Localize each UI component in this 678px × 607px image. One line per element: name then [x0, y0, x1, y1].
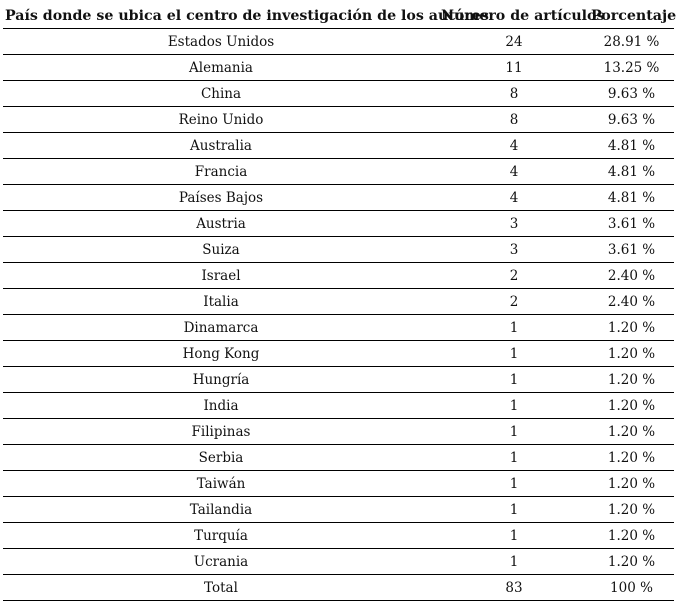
percentage-cell: 1.20 %: [589, 471, 674, 497]
articles-cell: 3: [439, 237, 589, 263]
total-percentage: 100 %: [589, 575, 674, 601]
percentage-cell: 1.20 %: [589, 393, 674, 419]
table-row: [3, 159, 674, 185]
table-row: [3, 471, 674, 497]
country-cell: Alemania: [3, 55, 439, 81]
country-cell: Estados Unidos: [3, 29, 439, 55]
percentage-cell: 2.40 %: [589, 289, 674, 315]
header-articles: Número de artículos: [439, 4, 589, 29]
articles-cell: 24: [439, 29, 589, 55]
table-row: [3, 393, 674, 419]
percentage-cell: 9.63 %: [589, 107, 674, 133]
country-cell: Francia: [3, 159, 439, 185]
total-row: [3, 575, 674, 601]
table-row: [3, 211, 674, 237]
articles-cell: 1: [439, 549, 589, 575]
articles-cell: 1: [439, 523, 589, 549]
articles-cell: 8: [439, 81, 589, 107]
percentage-cell: 1.20 %: [589, 315, 674, 341]
country-cell: Austria: [3, 211, 439, 237]
percentage-cell: 1.20 %: [589, 497, 674, 523]
articles-cell: 1: [439, 367, 589, 393]
total-label: Total: [3, 575, 439, 601]
table-row: [3, 133, 674, 159]
countries-table: [3, 4, 677, 601]
percentage-cell: 3.61 %: [589, 211, 674, 237]
country-cell: Reino Unido: [3, 107, 439, 133]
table-row: [3, 549, 674, 575]
percentage-cell: 28.91 %: [589, 29, 674, 55]
table-container: [3, 4, 677, 601]
articles-cell: 1: [439, 419, 589, 445]
articles-cell: 2: [439, 263, 589, 289]
percentage-cell: 2.40 %: [589, 263, 674, 289]
country-cell: Ucrania: [3, 549, 439, 575]
table-row: [3, 445, 674, 471]
articles-cell: 1: [439, 341, 589, 367]
country-cell: Australia: [3, 133, 439, 159]
articles-cell: 4: [439, 185, 589, 211]
country-cell: Filipinas: [3, 419, 439, 445]
table-row: [3, 29, 674, 55]
country-cell: Hong Kong: [3, 341, 439, 367]
table-row: [3, 497, 674, 523]
percentage-cell: 3.61 %: [589, 237, 674, 263]
country-cell: India: [3, 393, 439, 419]
table-row: [3, 237, 674, 263]
percentage-cell: 4.81 %: [589, 159, 674, 185]
table-row: [3, 523, 674, 549]
total-articles: 83: [439, 575, 589, 601]
country-cell: Hungría: [3, 367, 439, 393]
percentage-cell: 13.25 %: [589, 55, 674, 81]
country-cell: Suiza: [3, 237, 439, 263]
articles-cell: 3: [439, 211, 589, 237]
country-cell: Países Bajos: [3, 185, 439, 211]
table-row: [3, 263, 674, 289]
header-country: País donde se ubica el centro de investigación de los autores: [3, 4, 439, 29]
table-row: [3, 55, 674, 81]
table-row: [3, 367, 674, 393]
articles-cell: 1: [439, 393, 589, 419]
table-row: [3, 419, 674, 445]
header-row: [3, 4, 674, 29]
country-cell: Dinamarca: [3, 315, 439, 341]
table-header: [3, 4, 677, 29]
articles-cell: 11: [439, 55, 589, 81]
table-row: [3, 315, 674, 341]
articles-cell: 1: [439, 471, 589, 497]
table-row: [3, 341, 674, 367]
table-row: [3, 107, 674, 133]
country-cell: Israel: [3, 263, 439, 289]
header-percentage: Porcentaje: [589, 4, 674, 29]
percentage-cell: 1.20 %: [589, 341, 674, 367]
articles-cell: 8: [439, 107, 589, 133]
percentage-cell: 1.20 %: [589, 523, 674, 549]
percentage-cell: 4.81 %: [589, 185, 674, 211]
percentage-cell: 4.81 %: [589, 133, 674, 159]
percentage-cell: 1.20 %: [589, 419, 674, 445]
percentage-cell: 9.63 %: [589, 81, 674, 107]
table-body: [3, 29, 674, 575]
percentage-cell: 1.20 %: [589, 367, 674, 393]
articles-cell: 1: [439, 497, 589, 523]
articles-cell: 4: [439, 133, 589, 159]
table-row: [3, 185, 674, 211]
articles-cell: 1: [439, 315, 589, 341]
percentage-cell: 1.20 %: [589, 549, 674, 575]
country-cell: Taiwán: [3, 471, 439, 497]
country-cell: China: [3, 81, 439, 107]
country-cell: Italia: [3, 289, 439, 315]
table-row: [3, 289, 674, 315]
table-footer: [3, 575, 674, 601]
articles-cell: 1: [439, 445, 589, 471]
percentage-cell: 1.20 %: [589, 445, 674, 471]
articles-cell: 4: [439, 159, 589, 185]
articles-cell: 2: [439, 289, 589, 315]
country-cell: Serbia: [3, 445, 439, 471]
table-row: [3, 81, 674, 107]
country-cell: Tailandia: [3, 497, 439, 523]
country-cell: Turquía: [3, 523, 439, 549]
